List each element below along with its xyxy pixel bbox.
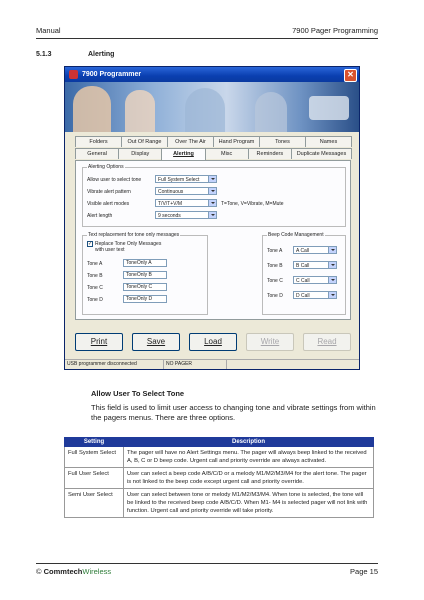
dropdown-value: C Call: [296, 278, 310, 284]
dropdown-value: B Call: [296, 263, 310, 269]
description-paragraph: This field is used to limit user access to changing tone and vibrate settings from within the pagers menus. There are three options.: [91, 403, 376, 422]
vibrate-label: Vibrate alert pattern: [87, 189, 131, 195]
status-connection: USB programmer disconnected: [65, 360, 164, 369]
table-row: [65, 468, 374, 489]
close-icon[interactable]: ✕: [344, 69, 357, 82]
vibrate-dropdown[interactable]: [155, 187, 217, 195]
tone-b-text-field[interactable]: ToneOnly B: [123, 271, 167, 279]
table-cell: User can select between tone or melody M1/M2/M3/M4. When tone is selected, the tone will be linked to the received beep code A/B/C/D. When M1- M4 is selected pager will not link with function. Urgent call and priority override will take priority.: [124, 489, 374, 518]
brand-name: Commtech: [43, 567, 83, 576]
subsection-heading: Allow User To Select Tone: [91, 389, 185, 398]
tone-d-text-field[interactable]: ToneOnly D: [123, 295, 167, 303]
beep-tone-b-dropdown[interactable]: [293, 261, 337, 269]
visible-modes-label: Visible alert modes: [87, 201, 130, 207]
chevron-down-icon[interactable]: [328, 277, 336, 283]
tab-row-1: [75, 136, 351, 147]
window-title: 7900 Programmer: [82, 71, 142, 78]
table-cell: User can select a beep code A/B/C/D or a melody M1/M2/M3/M4 for the alert tone. The pager is not linked to the beep code except urgent call and priority override.: [124, 468, 374, 489]
group-title: Alerting Options: [88, 164, 124, 170]
allow-select-label: Allow user to select tone: [87, 177, 142, 183]
alert-length-dropdown[interactable]: [155, 211, 217, 219]
table-header-description: Description: [124, 438, 374, 447]
table-header-setting: Setting: [65, 438, 124, 447]
read-button[interactable]: Read: [303, 333, 351, 351]
tab-hand-program[interactable]: Hand Program: [213, 136, 260, 147]
group-title: Beep Code Management: [268, 232, 324, 238]
status-bar: [65, 359, 359, 369]
window-titlebar[interactable]: [65, 67, 359, 82]
copyright-symbol: ©: [36, 567, 42, 576]
tone-d-label: Tone D: [87, 297, 103, 303]
dropdown-value: D Call: [296, 293, 310, 299]
table-cell: Semi User Select: [65, 489, 124, 518]
tab-row-2: [75, 148, 351, 160]
dropdown-value: A Call: [296, 248, 310, 254]
chevron-down-icon[interactable]: [208, 176, 216, 182]
tone-a-label: Tone A: [87, 261, 103, 267]
write-button[interactable]: Write: [246, 333, 294, 351]
allow-select-dropdown[interactable]: [155, 175, 217, 183]
tab-duplicate-messages[interactable]: Duplicate Messages: [291, 148, 352, 159]
tab-out-of-range[interactable]: Out Of Range: [121, 136, 168, 147]
tab-folders[interactable]: Folders: [75, 136, 122, 147]
tab-tones[interactable]: Tones: [259, 136, 306, 147]
table-row: [65, 489, 374, 518]
chevron-down-icon[interactable]: [328, 292, 336, 298]
page-footer: [36, 563, 378, 578]
tone-c-label: Tone C: [87, 285, 103, 291]
dropdown-value: Full System Select: [158, 177, 200, 183]
tab-names[interactable]: Names: [305, 136, 352, 147]
table-row: [65, 447, 374, 468]
dropdown-value: 9 seconds: [158, 213, 181, 219]
chevron-down-icon[interactable]: [328, 262, 336, 268]
button-bar: [75, 333, 351, 351]
beep-code-group: [262, 232, 346, 315]
section-number: 5.1.3: [36, 51, 52, 58]
alerting-options-group: [82, 164, 346, 227]
tone-b-label: Tone B: [87, 273, 103, 279]
section-heading: [36, 51, 115, 58]
replace-tone-label: Replace Tone Only Messages with user text: [95, 241, 162, 253]
beep-tone-c-label: Tone C: [267, 278, 283, 284]
status-pager: NO PAGER: [164, 360, 227, 369]
table-cell: Full System Select: [65, 447, 124, 468]
tab-general[interactable]: General: [75, 148, 119, 159]
brand-suffix: Wireless: [82, 567, 112, 576]
text-replacement-group: [82, 232, 208, 315]
save-button[interactable]: Save: [132, 333, 180, 351]
tone-a-text-field[interactable]: ToneOnly A: [123, 259, 167, 267]
programmer-window: [64, 66, 360, 370]
tab-reminders[interactable]: Reminders: [248, 148, 292, 159]
group-title: Text replacement for tone only messages: [88, 232, 180, 238]
print-button[interactable]: Print: [75, 333, 123, 351]
beep-tone-a-dropdown[interactable]: [293, 246, 337, 254]
chevron-down-icon[interactable]: [208, 200, 216, 206]
beep-tone-a-label: Tone A: [267, 248, 283, 254]
replace-tone-checkbox[interactable]: ✓: [88, 241, 93, 247]
page-header: [36, 26, 378, 39]
beep-tone-d-label: Tone D: [267, 293, 283, 299]
table-cell: Full User Select: [65, 468, 124, 489]
dropdown-value: Continuous: [158, 189, 184, 195]
tab-display[interactable]: Display: [118, 148, 162, 159]
visible-modes-note: T=Tone, V=Vibrate, M=Mute: [221, 201, 284, 207]
beep-tone-d-dropdown[interactable]: [293, 291, 337, 299]
tab-over-the-air[interactable]: Over The Air: [167, 136, 214, 147]
tab-alerting[interactable]: Alerting: [161, 148, 205, 160]
alerting-panel: [75, 160, 351, 320]
banner-image: [65, 82, 359, 132]
load-button[interactable]: Load: [189, 333, 237, 351]
section-title: Alerting: [88, 51, 115, 58]
footer-brand: [36, 567, 111, 576]
page-number: Page 15: [350, 567, 378, 576]
chevron-down-icon[interactable]: [328, 247, 336, 253]
app-icon: [69, 70, 78, 79]
alert-length-label: Alert length: [87, 213, 113, 219]
beep-tone-c-dropdown[interactable]: [293, 276, 337, 284]
chevron-down-icon[interactable]: [208, 212, 216, 218]
tab-misc[interactable]: Misc: [205, 148, 249, 159]
settings-table: [64, 437, 374, 518]
dropdown-value: T/V/T+V/M: [158, 201, 183, 207]
tone-c-text-field[interactable]: ToneOnly C: [123, 283, 167, 291]
header-left: Manual: [36, 26, 61, 35]
header-right: 7900 Pager Programming: [292, 26, 378, 35]
visible-modes-dropdown[interactable]: [155, 199, 217, 207]
beep-tone-b-label: Tone B: [267, 263, 283, 269]
table-cell: The pager will have no Alert Settings menu. The pager will always beep linked to the received A, B, C or D beep code. Urgent call and priority override are always activated.: [124, 447, 374, 468]
chevron-down-icon[interactable]: [208, 188, 216, 194]
